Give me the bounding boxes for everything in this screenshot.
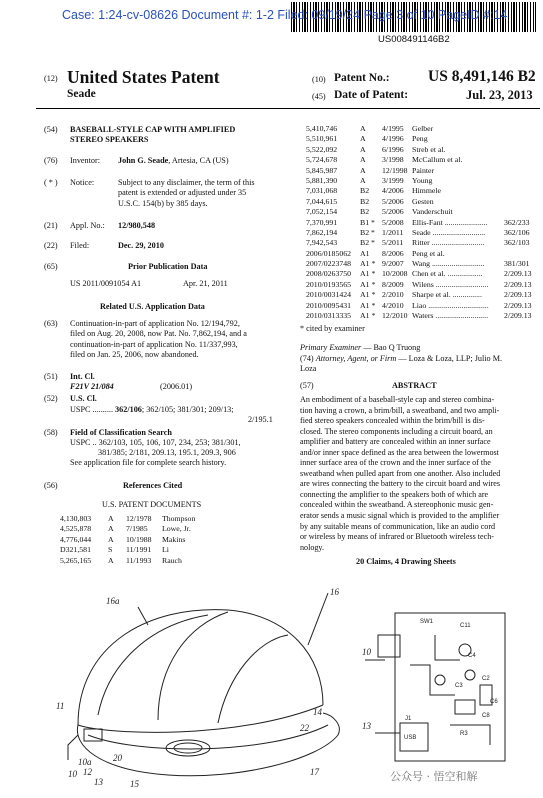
- citation-cell: Vanderschuit: [412, 207, 453, 217]
- attorney-line-2: Loza: [300, 364, 317, 373]
- citation-cell: 4/2010: [382, 300, 404, 310]
- refs-heading: References Cited: [123, 481, 183, 490]
- code-63: (63): [44, 319, 58, 328]
- label-16: 16: [330, 587, 339, 597]
- citation-cell: Wilens ...........................: [412, 279, 489, 289]
- citation-cell: 2/209.13: [504, 279, 532, 289]
- citation-cell: B2 *: [360, 227, 375, 237]
- citation-cell: 4/2006: [382, 186, 404, 196]
- label-12: 12: [83, 767, 92, 777]
- date-label: Date of Patent:: [334, 89, 409, 101]
- label-20: 20: [113, 753, 122, 763]
- label-10: 10: [68, 769, 77, 779]
- related-text: Continuation-in-part of application No. 12/194,792, filed on Aug. 20, 2008, now Pat. No. 7,862,194, and a continuation-in-part of application No. 11/337,993, filed on Jan. 25, 2006, now abandoned.: [70, 319, 247, 359]
- citation-cell: Young: [412, 175, 433, 185]
- citation-cell: B2: [360, 196, 370, 206]
- label-11: 11: [56, 701, 65, 711]
- label-usb: USB: [404, 735, 417, 741]
- uscl-label: U.S. Cl.: [70, 394, 97, 403]
- label-r3: R3: [460, 731, 468, 737]
- intcl-code: F21V 21/084: [70, 382, 114, 391]
- citation-cell: 2006/0185062: [306, 248, 352, 258]
- citation-cell: 362/106: [504, 227, 530, 237]
- barcode-number: US008491146B2: [378, 34, 450, 45]
- label-c8: C8: [482, 713, 490, 719]
- table-row: [306, 176, 540, 186]
- field-line-1: USPC .. 362/103, 105, 106, 107, 234, 253; 381/301,: [70, 438, 241, 447]
- citation-cell: 2008/0263750: [306, 269, 352, 279]
- citation-cell: Chen et al. ..................: [412, 269, 483, 279]
- citation-cell: 2010/0193565: [306, 279, 352, 289]
- label-j1: J1: [405, 716, 412, 722]
- cap-drawing: [38, 585, 353, 790]
- claims-summary: 20 Claims, 4 Drawing Sheets: [356, 557, 456, 566]
- label-board-10: 10: [362, 647, 371, 657]
- table-row: [306, 238, 540, 248]
- citation-cell: A: [360, 165, 366, 175]
- table-row: [306, 259, 540, 269]
- citation-cell: Peng et al.: [412, 248, 445, 258]
- citation-cell: 5,881,390: [306, 175, 338, 185]
- doc-type: United States Patent: [67, 67, 220, 87]
- citation-cell: 1/2011: [382, 227, 404, 237]
- table-row: [306, 134, 540, 144]
- code-74: (74): [300, 354, 314, 363]
- citation-cell: A: [360, 175, 366, 185]
- citation-cell: A: [360, 124, 366, 133]
- citation-cell: A1 *: [360, 300, 376, 310]
- table-row: [306, 249, 540, 259]
- code-57: (57): [300, 381, 314, 390]
- uscl-line-2: 2/195.1: [248, 415, 273, 424]
- citation-cell: 7,052,154: [306, 207, 338, 217]
- table-row: [306, 145, 540, 155]
- appl-label: Appl. No.:: [70, 221, 105, 230]
- citation-cell: A1: [360, 248, 370, 258]
- citation-cell: 2010/0095431: [306, 300, 352, 310]
- code-45: (45): [312, 92, 326, 101]
- label-sw1: SW1: [420, 619, 434, 625]
- citation-cell: Wang ...........................: [412, 259, 485, 269]
- left-refs-table: [60, 514, 260, 566]
- citation-cell: 7,862,194: [306, 227, 338, 237]
- table-row: 5,265,165 A 11/1993 Rauch: [60, 555, 182, 565]
- filed-date: Dec. 29, 2010: [118, 241, 164, 250]
- citation-cell: 8/2009: [382, 279, 404, 289]
- table-row: D321,581 S 11/1991 Li: [60, 545, 169, 555]
- table-row: [306, 124, 540, 134]
- code-21: (21): [44, 221, 58, 230]
- citation-cell: 5/2006: [382, 207, 404, 217]
- label-c4: C4: [468, 653, 476, 659]
- table-row: 4,776,044 A 10/1988 Makins: [60, 534, 186, 544]
- patent-date: Jul. 23, 2013: [466, 88, 533, 102]
- citation-cell: A1 *: [360, 269, 376, 279]
- label-c6: C6: [490, 699, 498, 705]
- abstract-text: An embodiment of a baseball-style cap and stereo combina- tion having a crown, a brim/bill, a sweatband, and two ampli- fied stereo speakers concealed within the brim/bill is dis- closed. The stereo components including a circuit board, an amplifier and battery are concealed within an inner surface and/or inner space defined as the area between the lowermost inner surface area of the crown and the inner surface of the sweatband when pulled apart from one another. Also included are wires connecting the battery to the circuit board and wires connecting the amplifier to the speakers both of which are concealed within the sweatband. A stereophonic music gen- erator sends a music signal which is provided to the amplifier by any suitable means of communication, like an audio cord or wireless by means of infrared or Bluetooth wireless tech- nology.: [300, 395, 501, 552]
- code-22: (22): [44, 241, 58, 250]
- field-label: Field of Classification Search: [70, 428, 172, 437]
- abstract-heading: ABSTRACT: [392, 381, 437, 390]
- intcl-year: (2006.01): [160, 382, 193, 391]
- table-row: 4,130,803 A 12/1978 Thompson: [60, 514, 196, 523]
- title-line-1: BASEBALL-STYLE CAP WITH AMPLIFIED: [70, 125, 236, 134]
- label-22: 22: [300, 723, 309, 733]
- label-17: 17: [310, 767, 319, 777]
- citation-cell: A1 *: [360, 290, 376, 300]
- table-row: [306, 166, 540, 176]
- code-56: (56): [44, 481, 58, 490]
- citation-cell: B2: [360, 207, 370, 217]
- appl-number: 12/980,548: [118, 221, 156, 230]
- citation-cell: 3/1999: [382, 175, 404, 185]
- inventor-name: John G. Seade: [118, 156, 169, 165]
- inventor-location: , Artesia, CA (US): [168, 156, 229, 165]
- code-58: (58): [44, 428, 58, 437]
- code-12: (12): [44, 74, 58, 83]
- citation-cell: Ellis-Fant ......................: [412, 217, 488, 227]
- citation-cell: 2/2010: [382, 290, 404, 300]
- citation-cell: A1 *: [360, 311, 376, 321]
- citation-cell: 12/2010: [382, 311, 408, 321]
- code-54: (54): [44, 125, 58, 134]
- table-row: [306, 155, 540, 165]
- code-notice: ( * ): [44, 178, 58, 187]
- label-c2: C2: [482, 676, 490, 682]
- citation-cell: B2 *: [360, 238, 375, 248]
- watermark: 公众号 · 悟空和解: [390, 770, 478, 783]
- table-row: [306, 207, 540, 217]
- citation-cell: Peng: [412, 134, 428, 144]
- table-row: [306, 311, 540, 321]
- citation-cell: 4/1996: [382, 134, 404, 144]
- citation-cell: 7,031,068: [306, 186, 338, 196]
- examiner-label: Primary Examiner: [300, 343, 362, 352]
- label-16a: 16a: [106, 596, 120, 606]
- citation-cell: 5,522,092: [306, 144, 338, 154]
- inventor-surname: Seade: [67, 88, 96, 100]
- citation-cell: Gelber: [412, 124, 434, 133]
- citation-cell: Waters ...........................: [412, 311, 489, 321]
- citation-cell: 10/2008: [382, 269, 408, 279]
- inventor-label: Inventor:: [70, 156, 101, 165]
- cited-by-examiner: * cited by examiner: [300, 324, 365, 333]
- citation-cell: 2007/0223748: [306, 259, 352, 269]
- filing-stamp: Case: 1:24-cv-08626 Document #: 1-2 Filed: 09/19/24 Page 3 of 10 PageID #:14: [62, 8, 508, 22]
- prior-pub-number: US 2011/0091054 A1: [70, 279, 142, 288]
- citation-cell: 2/209.13: [504, 300, 532, 310]
- notice-label: Notice:: [70, 178, 95, 187]
- circuit-board-drawing: [360, 605, 520, 765]
- table-row: [306, 218, 540, 228]
- citation-cell: 12/1998: [382, 165, 408, 175]
- related-heading: Related U.S. Application Data: [100, 302, 205, 311]
- citation-cell: Seade ...........................: [412, 227, 486, 237]
- attorney-name: — Loza & Loza, LLP; Julio M.: [396, 354, 503, 363]
- citation-cell: 6/1996: [382, 144, 404, 154]
- field-line-2: 381/385; 2/181, 209.13, 195.1, 209.3, 906: [98, 448, 236, 457]
- citation-cell: 7,370,991: [306, 217, 338, 227]
- code-65: (65): [44, 262, 58, 271]
- table-row: [306, 186, 540, 196]
- table-row: [306, 228, 540, 238]
- citation-cell: 5,410,746: [306, 124, 338, 133]
- label-10a: 10a: [78, 757, 92, 767]
- citation-cell: Liao ...............................: [412, 300, 489, 310]
- citation-cell: 362/233: [504, 217, 530, 227]
- citation-cell: 5,845,987: [306, 165, 338, 175]
- citation-cell: A: [360, 134, 366, 144]
- code-10: (10): [312, 75, 326, 84]
- right-citations-table: [306, 124, 540, 321]
- prior-pub-heading: Prior Publication Data: [128, 262, 208, 271]
- citation-cell: Gesten: [412, 196, 434, 206]
- uscl-prefix: USPC ..........: [70, 405, 113, 414]
- refs-subheading: U.S. PATENT DOCUMENTS: [102, 500, 202, 509]
- citation-cell: Streb et al.: [412, 144, 446, 154]
- citation-cell: 2/209.13: [504, 311, 532, 321]
- title-line-2: STEREO SPEAKERS: [70, 135, 149, 144]
- citation-cell: 2/209.13: [504, 269, 532, 279]
- citation-cell: 5,724,678: [306, 155, 338, 165]
- citation-cell: 9/2007: [382, 259, 404, 269]
- citation-cell: 5/2011: [382, 238, 404, 248]
- citation-cell: 2010/0031424: [306, 290, 352, 300]
- citation-cell: A1 *: [360, 279, 376, 289]
- table-row: [306, 280, 540, 290]
- citation-cell: B2: [360, 186, 370, 196]
- citation-cell: 3/1998: [382, 155, 404, 165]
- notice-text: Subject to any disclaimer, the term of this patent is extended or adjusted under 35 U.S.C. 154(b) by 385 days.: [118, 178, 255, 208]
- uscl-rest: ; 362/105; 381/301; 209/13;: [141, 405, 234, 414]
- patent-no-label: Patent No.:: [334, 72, 390, 84]
- label-board-13: 13: [362, 721, 371, 731]
- code-51: (51): [44, 372, 58, 381]
- intcl-label: Int. Cl.: [70, 372, 95, 381]
- label-15: 15: [130, 779, 139, 789]
- citation-cell: 5/2006: [382, 196, 404, 206]
- patent-number: US 8,491,146 B2: [428, 68, 536, 85]
- attorney-label: Attorney, Agent, or Firm: [315, 354, 397, 363]
- table-row: [306, 269, 540, 279]
- prior-pub-date: Apr. 21, 2011: [183, 279, 228, 288]
- citation-cell: 362/103: [504, 238, 530, 248]
- citation-cell: A1 *: [360, 259, 376, 269]
- label-14: 14: [313, 707, 322, 717]
- citation-cell: 8/2006: [382, 248, 404, 258]
- header-rule: [36, 108, 540, 109]
- code-76: (76): [44, 156, 58, 165]
- table-row: 4,525,878 A 7/1985 Lowe, Jr.: [60, 524, 191, 534]
- citation-cell: 2010/0313335: [306, 311, 352, 321]
- citation-cell: 5,510,961: [306, 134, 338, 144]
- uscl-main: 362/106: [115, 405, 142, 414]
- field-line-3: See application file for complete search history.: [70, 458, 227, 467]
- citation-cell: Painter: [412, 165, 435, 175]
- citation-cell: B1 *: [360, 217, 375, 227]
- code-52: (52): [44, 394, 58, 403]
- citation-cell: Ritter ...........................: [412, 238, 485, 248]
- table-row: [306, 301, 540, 311]
- table-row: [306, 197, 540, 207]
- examiner-name: — Bao Q Truong: [361, 343, 421, 352]
- citation-cell: A: [360, 144, 366, 154]
- table-row: [306, 290, 540, 300]
- label-13: 13: [94, 777, 103, 787]
- citation-cell: 2/209.13: [504, 290, 532, 300]
- citation-cell: A: [360, 155, 366, 165]
- filed-label: Filed:: [70, 241, 90, 250]
- label-c11: C11: [460, 623, 471, 629]
- label-c3: C3: [455, 683, 463, 689]
- citation-cell: Sharpe et al. ...............: [412, 290, 482, 300]
- citation-cell: McCallum et al.: [412, 155, 463, 165]
- citation-cell: 4/1995: [382, 124, 404, 133]
- citation-cell: Himmele: [412, 186, 442, 196]
- citation-cell: 7,942,543: [306, 238, 338, 248]
- citation-cell: 381/301: [504, 259, 530, 269]
- citation-cell: 7,044,615: [306, 196, 338, 206]
- citation-cell: 5/2008: [382, 217, 404, 227]
